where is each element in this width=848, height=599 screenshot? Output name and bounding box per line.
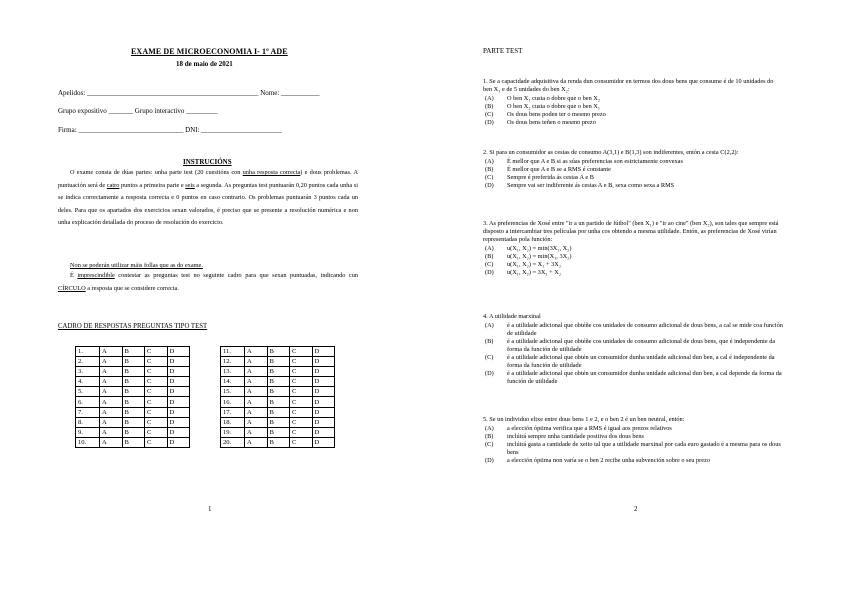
answer-option-b[interactable]: B xyxy=(267,427,290,437)
question-text: 5. Se un individuo elixe entre dous bens 1 e 2, e o ben 2 é un ben neutral, entón: xyxy=(483,416,685,423)
imprescindible-note: É imprescindible contestar as preguntas test no seguinte cadro para que sexan puntuadas, indicando cun CÍRCULO a resposta que se considere correcta. xyxy=(58,272,358,292)
option-letter: (D) xyxy=(485,456,494,464)
option-text: u(X₁, X₂) = 3X₁ + X₂ xyxy=(507,268,562,276)
answer-option[interactable] xyxy=(483,457,783,465)
answer-option-a[interactable]: A xyxy=(245,387,268,397)
answer-option[interactable] xyxy=(483,433,783,441)
question-4 xyxy=(483,313,783,386)
option-text: inclúirá sempre unha cantidade positiva dos dous bens xyxy=(507,432,644,440)
answer-option-a[interactable]: A xyxy=(100,407,123,417)
question-text: 2. Si para un consumidor as cestas de consumo A(3,1) e B(1,3) son indiferentes, entón a cesta C(2,2): xyxy=(483,149,739,156)
option-letter: (D) xyxy=(485,181,494,189)
answer-option-b[interactable]: B xyxy=(267,367,290,377)
option-letter: (D) xyxy=(485,369,494,377)
option-letter: (D) xyxy=(485,268,494,276)
answer-option[interactable] xyxy=(483,158,783,166)
option-letter: (B) xyxy=(485,337,494,345)
option-text: é a utilidade adicional que obtéñe cos unidades de consumo adicional de dous bens, que é independente da forma da función de utilidade xyxy=(507,337,776,353)
option-letter: (A) xyxy=(485,244,494,252)
answer-table-heading: CADRO DE RESPOSTAS PREGUNTAS TIPO TEST xyxy=(58,323,208,330)
exam-title: EXAME DE MICROECONOMIA I- 1º ADE xyxy=(131,47,288,56)
answer-option[interactable] xyxy=(483,338,783,354)
answer-row xyxy=(76,387,190,397)
answer-option-c[interactable]: C xyxy=(145,417,168,427)
question-number: 19. xyxy=(221,427,245,437)
answer-option-c[interactable]: C xyxy=(290,397,313,407)
option-letter: (D) xyxy=(485,118,494,126)
answer-option-a[interactable]: A xyxy=(245,427,268,437)
answer-table-1-10 xyxy=(75,346,190,448)
answer-option[interactable] xyxy=(483,166,783,174)
answer-option-d[interactable]: D xyxy=(167,367,190,377)
page-number: 1 xyxy=(208,505,212,513)
option-letter: (B) xyxy=(485,165,494,173)
option-text: u(X₁, X₂) = min(3X₁, X₂) xyxy=(507,244,572,252)
question-number: 12. xyxy=(221,357,245,367)
option-letter: (C) xyxy=(485,110,494,118)
options-list xyxy=(483,245,783,277)
answer-option[interactable] xyxy=(483,95,783,103)
answer-row xyxy=(221,407,335,417)
answer-option-c[interactable]: C xyxy=(290,417,313,427)
answer-row xyxy=(221,397,335,407)
options-list xyxy=(483,158,783,190)
answer-option[interactable] xyxy=(483,182,783,190)
answer-option-c[interactable]: C xyxy=(145,387,168,397)
question-number: 1. xyxy=(76,347,100,357)
answer-option-a[interactable]: A xyxy=(100,357,123,367)
answer-option[interactable] xyxy=(483,370,783,386)
answer-option-d[interactable]: D xyxy=(312,407,335,417)
question-number: 15. xyxy=(221,387,245,397)
answer-option-a[interactable]: A xyxy=(100,367,123,377)
options-list xyxy=(483,425,783,465)
answer-option-b[interactable]: B xyxy=(122,427,145,437)
answer-option-c[interactable]: C xyxy=(145,427,168,437)
answer-option-b[interactable]: B xyxy=(267,377,290,387)
option-letter: (B) xyxy=(485,102,494,110)
option-text: é a utilidade adicional que obtéñe cos unidades de consumo adicional de dous bens, a cal se mide coa función de utilidade xyxy=(507,321,783,337)
option-letter: (C) xyxy=(485,173,494,181)
answer-option[interactable] xyxy=(483,103,783,111)
answer-option-c[interactable]: C xyxy=(145,397,168,407)
answer-option[interactable] xyxy=(483,269,783,277)
question-number: 6. xyxy=(76,397,100,407)
option-text: é a utilidade adicional que obtén un consumidor dunha unidade adicional dun ben, a cal é independente da forma da función de utilidade xyxy=(507,353,775,369)
answer-option-d[interactable]: D xyxy=(312,397,335,407)
answer-table-11-20 xyxy=(220,346,335,448)
answer-option-d[interactable]: D xyxy=(312,377,335,387)
firma-dni-field: Firma: ______________________________ DNI: _______________________ xyxy=(58,126,282,134)
answer-option-d[interactable]: D xyxy=(312,367,335,377)
answer-option[interactable] xyxy=(483,245,783,253)
answer-option-a[interactable]: A xyxy=(245,407,268,417)
answer-row xyxy=(221,427,335,437)
answer-option-c[interactable]: C xyxy=(145,437,168,447)
answer-option-d[interactable]: D xyxy=(167,357,190,367)
answer-option-a[interactable]: A xyxy=(100,437,123,447)
answer-option-c[interactable]: C xyxy=(290,427,313,437)
answer-option-c[interactable]: C xyxy=(290,377,313,387)
question-number: 16. xyxy=(221,397,245,407)
answer-option-d[interactable]: D xyxy=(167,377,190,387)
question-3 xyxy=(483,220,783,277)
question-number: 5. xyxy=(76,387,100,397)
answer-option-a[interactable]: A xyxy=(245,397,268,407)
answer-option-a[interactable]: A xyxy=(100,397,123,407)
answer-option[interactable] xyxy=(483,253,783,261)
answer-option[interactable] xyxy=(483,322,783,338)
question-number: 17. xyxy=(221,407,245,417)
answer-row xyxy=(76,367,190,377)
answer-option-a[interactable]: A xyxy=(100,427,123,437)
answer-option-d[interactable]: D xyxy=(312,357,335,367)
instructions-paragraph: O exame consta de dúas partes: unha parte test (20 cuestións con unha resposta correcta) e dous problemas. A puntuación será de catro puntos a primeira parte e seis a segunda. As preguntas test puntuarán 0,20 puntos cada unha si se indica correctamente a resposta correcta e 0 puntos en caso contrario. Os problemas puntuarán 3 puntos cada un deles. Para que os apartados dos exercicios sexan valorados, é preciso que se presente a resolución numérica e non unha explicación detallada do proceso de resolución do exercicio. xyxy=(58,169,359,226)
answer-row xyxy=(76,347,190,357)
instrucions-heading: INSTRUCIÓNS xyxy=(183,158,232,166)
answer-row xyxy=(76,397,190,407)
answer-option-b[interactable]: B xyxy=(267,357,290,367)
exam-date: 18 de maio de 2021 xyxy=(176,60,233,68)
answer-option-c[interactable]: C xyxy=(290,367,313,377)
answer-option[interactable] xyxy=(483,441,783,457)
answer-row xyxy=(76,377,190,387)
answer-option-c[interactable]: C xyxy=(145,377,168,387)
option-letter: (A) xyxy=(485,321,494,329)
question-text: 1. Se a capacidade adquisitiva da renda dun consumidor en termos dos dous bens que consume é de 10 unidades do ben X₁ e de 5 unidades do ben X₂: xyxy=(483,78,774,93)
answer-option-c[interactable]: C xyxy=(145,407,168,417)
answer-option-d[interactable]: D xyxy=(167,347,190,357)
answer-option[interactable] xyxy=(483,261,783,269)
answer-option-b[interactable]: B xyxy=(122,387,145,397)
answer-option-a[interactable]: A xyxy=(245,367,268,377)
option-letter: (A) xyxy=(485,157,494,165)
question-text: 3. As preferencias de Xosé entre "ir a un partido de fútbol" (ben X₁) e "ir ao cine" (ben X₂), son tales que sempre está disposto a intercambiar tres películas por unha cos obtendo a mesma utilidade. Entón, as preferencias de Xosé virían representadas pola función: xyxy=(483,220,779,243)
option-text: u(X₁, X₂) = min(X₁, 3X₂) xyxy=(507,252,572,260)
answer-row xyxy=(221,357,335,367)
answer-option-c[interactable]: C xyxy=(290,357,313,367)
answer-option-b[interactable]: B xyxy=(122,357,145,367)
option-text: a elección óptima verifica que a RMS é igual aos prezos relativos xyxy=(507,424,672,432)
option-letter: (B) xyxy=(485,252,494,260)
answer-option-b[interactable]: B xyxy=(267,407,290,417)
answer-option-b[interactable]: B xyxy=(122,397,145,407)
option-text: Sempre vai ser indiferente ás cestas A e B, sexa como sexa a RMS xyxy=(507,181,675,189)
answer-row xyxy=(221,387,335,397)
question-number: 8. xyxy=(76,417,100,427)
question-number: 20. xyxy=(221,437,245,447)
page-number: 2 xyxy=(634,505,638,513)
answer-option-b[interactable]: B xyxy=(267,387,290,397)
answer-row xyxy=(76,427,190,437)
answer-row xyxy=(76,357,190,367)
option-text: u(X₁, X₂) = X₁ + 3X₂ xyxy=(507,260,562,268)
option-text: O ben X₂ custa o dobre que o ben X₁ xyxy=(507,102,601,110)
answer-option-b[interactable]: B xyxy=(267,417,290,427)
answer-option-d[interactable]: D xyxy=(312,417,335,427)
answer-option-c[interactable]: C xyxy=(290,347,313,357)
answer-option-c[interactable]: C xyxy=(145,347,168,357)
option-text: Os dous bens poden ter o mesmo prezo xyxy=(507,110,606,118)
answer-row xyxy=(76,417,190,427)
answer-option-b[interactable]: B xyxy=(122,367,145,377)
answer-option-d[interactable]: D xyxy=(167,437,190,447)
answer-option-a[interactable]: A xyxy=(100,377,123,387)
answer-option-b[interactable]: B xyxy=(267,347,290,357)
option-text: É mellor que A e B si as súas preferencias son estrictamente convexas xyxy=(507,157,683,165)
answer-option-a[interactable]: A xyxy=(245,357,268,367)
option-letter: (A) xyxy=(485,94,494,102)
answer-option-c[interactable]: C xyxy=(145,367,168,377)
grupos-field: Grupo expositivo _______ Grupo interactivo _________ xyxy=(58,107,218,115)
answer-row xyxy=(76,437,190,447)
answer-option-c[interactable]: C xyxy=(290,437,313,447)
answer-row xyxy=(221,347,335,357)
answer-option-a[interactable]: A xyxy=(245,377,268,387)
no-follas-note: Non se poderán utilizar máis follas que as do exame. xyxy=(70,262,203,269)
answer-option-c[interactable]: C xyxy=(290,407,313,417)
answer-option-c[interactable]: C xyxy=(290,387,313,397)
answer-option-d[interactable]: D xyxy=(167,417,190,427)
answer-row xyxy=(221,377,335,387)
exam-page-2 xyxy=(424,0,848,599)
answer-option-d[interactable]: D xyxy=(312,387,335,397)
answer-option-b[interactable]: B xyxy=(267,437,290,447)
question-number: 18. xyxy=(221,417,245,427)
question-2 xyxy=(483,149,783,190)
answer-row xyxy=(76,407,190,417)
option-letter: (B) xyxy=(485,432,494,440)
question-1 xyxy=(483,78,783,127)
answer-option-d[interactable]: D xyxy=(167,397,190,407)
answer-row xyxy=(221,437,335,447)
question-number: 13. xyxy=(221,367,245,377)
options-list xyxy=(483,95,783,127)
answer-option[interactable] xyxy=(483,354,783,370)
question-text: 4. A utilidade marxinal xyxy=(483,313,541,320)
answer-option-a[interactable]: A xyxy=(245,437,268,447)
option-letter: (A) xyxy=(485,424,494,432)
answer-option-a[interactable]: A xyxy=(100,347,123,357)
question-number: 4. xyxy=(76,377,100,387)
answer-option[interactable] xyxy=(483,425,783,433)
answer-option-d[interactable]: D xyxy=(167,387,190,397)
question-number: 7. xyxy=(76,407,100,417)
question-number: 9. xyxy=(76,427,100,437)
option-letter: (C) xyxy=(485,353,494,361)
answer-option[interactable] xyxy=(483,111,783,119)
answer-option-d[interactable]: D xyxy=(312,347,335,357)
answer-option[interactable] xyxy=(483,119,783,127)
option-letter: (C) xyxy=(485,440,494,448)
answer-option-b[interactable]: B xyxy=(122,347,145,357)
answer-row xyxy=(221,417,335,427)
question-number: 11. xyxy=(221,347,245,357)
question-number: 14. xyxy=(221,377,245,387)
answer-option-d[interactable]: D xyxy=(167,407,190,417)
answer-option-b[interactable]: B xyxy=(122,407,145,417)
option-text: Os dous bens teñen o mesmo prezo xyxy=(507,118,596,126)
parte-test-heading: PARTE TEST xyxy=(483,47,523,55)
question-number: 10. xyxy=(76,437,100,447)
options-list xyxy=(483,322,783,386)
option-text: Sempre é preferida ás cestas A e B xyxy=(507,173,594,181)
answer-option-d[interactable]: D xyxy=(312,437,335,447)
answer-option-b[interactable]: B xyxy=(122,417,145,427)
option-text: inclúirá gasta a cantidade de xeito tal que a utilidade marxinal por cada euro gastado é a mesma para os dous bens xyxy=(507,440,781,456)
answer-row xyxy=(221,367,335,377)
answer-option-b[interactable]: B xyxy=(122,437,145,447)
answer-option-a[interactable]: A xyxy=(100,387,123,397)
answer-option-a[interactable]: A xyxy=(245,417,268,427)
option-text: É mellor que A e B se a RMS é constante xyxy=(507,165,611,173)
option-text: é a utilidade adicional que obtén un consumidor dunha unidade adicional dun ben, a cal depende da forma da función de utilidade xyxy=(507,369,782,385)
answer-option[interactable] xyxy=(483,174,783,182)
question-number: 3. xyxy=(76,367,100,377)
answer-option-c[interactable]: C xyxy=(145,357,168,367)
option-text: O ben X₁ custa o dobre que o ben X₂ xyxy=(507,94,601,102)
option-letter: (C) xyxy=(485,260,494,268)
answer-option-a[interactable]: A xyxy=(245,347,268,357)
answer-option-d[interactable]: D xyxy=(312,427,335,437)
question-5 xyxy=(483,416,783,465)
answer-option-b[interactable]: B xyxy=(122,377,145,387)
answer-option-d[interactable]: D xyxy=(167,427,190,437)
question-number: 2. xyxy=(76,357,100,367)
apelidos-field: Apelidos: _________________________________________________ Nome: ___________ xyxy=(58,89,320,97)
option-text: a elección óptima non varía se o ben 2 recibe unha subvención sobre o seu prezo xyxy=(507,456,711,464)
answer-option-b[interactable]: B xyxy=(267,397,290,407)
answer-option-a[interactable]: A xyxy=(100,417,123,427)
